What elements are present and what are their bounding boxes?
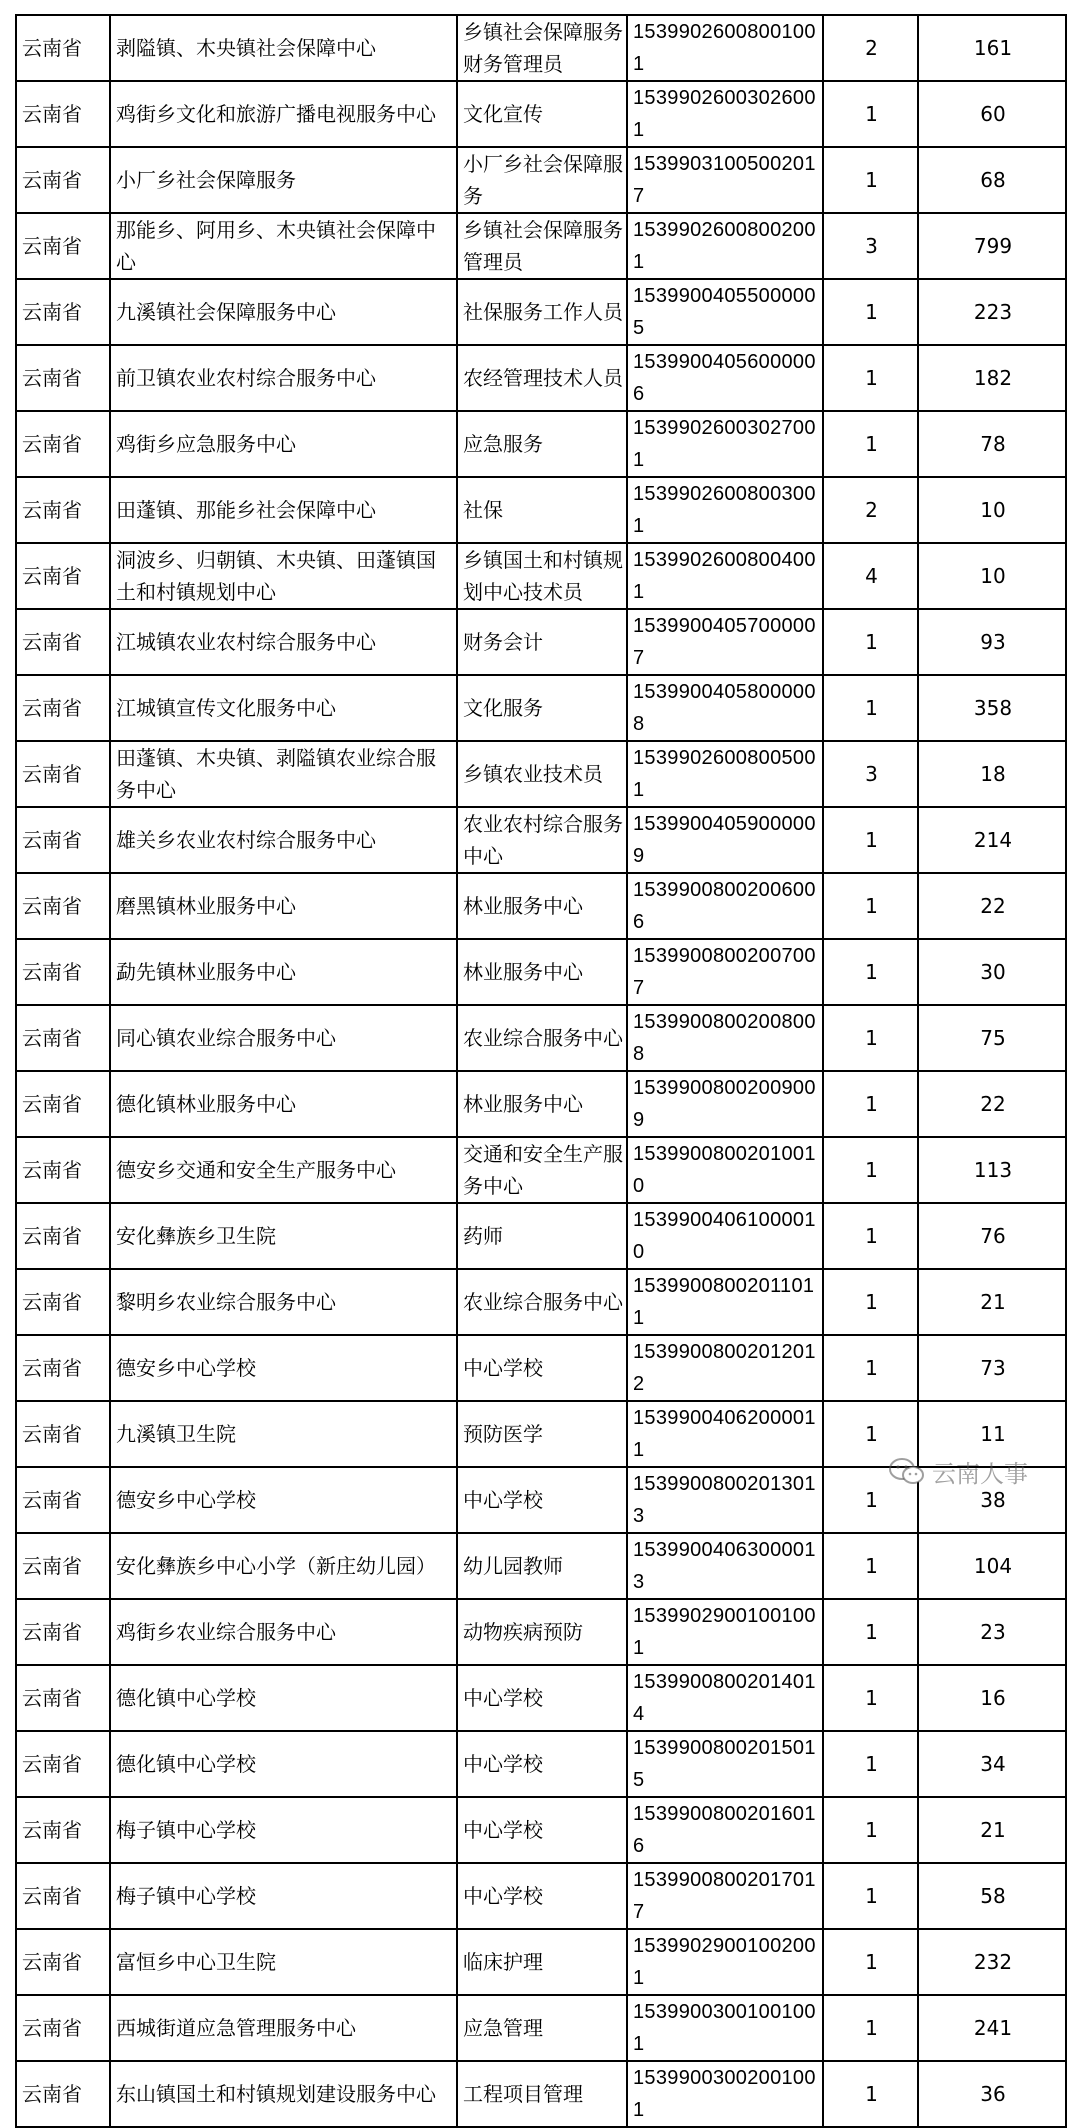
cell-unit: 德安乡交通和安全生产服务中心 bbox=[110, 1137, 457, 1203]
cell-quota: 1 bbox=[823, 1797, 918, 1863]
cell-quota: 1 bbox=[823, 1269, 918, 1335]
cell-position: 农业综合服务中心 bbox=[457, 1269, 627, 1335]
cell-applicants: 10 bbox=[918, 477, 1066, 543]
table-row bbox=[16, 279, 1066, 345]
cell-applicants: 232 bbox=[918, 1929, 1066, 1995]
table-row bbox=[16, 1269, 1066, 1335]
table-row bbox=[16, 1071, 1066, 1137]
cell-province: 云南省 bbox=[16, 675, 110, 741]
cell-quota: 1 bbox=[823, 1335, 918, 1401]
cell-quota: 1 bbox=[823, 1467, 918, 1533]
cell-applicants: 104 bbox=[918, 1533, 1066, 1599]
cell-position: 交通和安全生产服务中心 bbox=[457, 1137, 627, 1203]
cell-position: 林业服务中心 bbox=[457, 939, 627, 1005]
cell-province: 云南省 bbox=[16, 411, 110, 477]
cell-applicants: 58 bbox=[918, 1863, 1066, 1929]
cell-province: 云南省 bbox=[16, 1533, 110, 1599]
table-row bbox=[16, 1929, 1066, 1995]
table-row bbox=[16, 81, 1066, 147]
table-row bbox=[16, 675, 1066, 741]
cell-unit: 那能乡、阿用乡、木央镇社会保障中心 bbox=[110, 213, 457, 279]
cell-unit: 前卫镇农业农村综合服务中心 bbox=[110, 345, 457, 411]
cell-unit: 西城街道应急管理服务中心 bbox=[110, 1995, 457, 2061]
cell-province: 云南省 bbox=[16, 1665, 110, 1731]
cell-position: 幼儿园教师 bbox=[457, 1533, 627, 1599]
cell-quota: 1 bbox=[823, 1665, 918, 1731]
cell-province: 云南省 bbox=[16, 1599, 110, 1665]
cell-province: 云南省 bbox=[16, 477, 110, 543]
cell-position: 中心学校 bbox=[457, 1731, 627, 1797]
cell-province: 云南省 bbox=[16, 1269, 110, 1335]
cell-position-code: 15399004056000006 bbox=[627, 345, 823, 411]
recruitment-table bbox=[15, 14, 1067, 2128]
cell-quota: 1 bbox=[823, 1005, 918, 1071]
cell-applicants: 182 bbox=[918, 345, 1066, 411]
cell-quota: 1 bbox=[823, 1929, 918, 1995]
cell-province: 云南省 bbox=[16, 807, 110, 873]
cell-unit: 德安乡中心学校 bbox=[110, 1467, 457, 1533]
cell-applicants: 76 bbox=[918, 1203, 1066, 1269]
cell-quota: 1 bbox=[823, 609, 918, 675]
cell-position: 农经管理技术人员 bbox=[457, 345, 627, 411]
cell-unit: 同心镇农业综合服务中心 bbox=[110, 1005, 457, 1071]
cell-province: 云南省 bbox=[16, 1071, 110, 1137]
cell-applicants: 358 bbox=[918, 675, 1066, 741]
cell-quota: 1 bbox=[823, 939, 918, 1005]
cell-applicants: 21 bbox=[918, 1797, 1066, 1863]
cell-position: 中心学校 bbox=[457, 1797, 627, 1863]
cell-applicants: 36 bbox=[918, 2061, 1066, 2127]
cell-applicants: 38 bbox=[918, 1467, 1066, 1533]
cell-applicants: 30 bbox=[918, 939, 1066, 1005]
cell-position-code: 15399026008003001 bbox=[627, 477, 823, 543]
table-row bbox=[16, 741, 1066, 807]
cell-position-code: 15399003001001001 bbox=[627, 1995, 823, 2061]
cell-unit: 雄关乡农业农村综合服务中心 bbox=[110, 807, 457, 873]
cell-province: 云南省 bbox=[16, 1995, 110, 2061]
cell-position-code: 15399008002016016 bbox=[627, 1797, 823, 1863]
cell-quota: 1 bbox=[823, 1599, 918, 1665]
cell-province: 云南省 bbox=[16, 147, 110, 213]
cell-province: 云南省 bbox=[16, 279, 110, 345]
table-row bbox=[16, 1731, 1066, 1797]
cell-province: 云南省 bbox=[16, 1863, 110, 1929]
cell-quota: 1 bbox=[823, 81, 918, 147]
cell-position: 农业农村综合服务中心 bbox=[457, 807, 627, 873]
table-row bbox=[16, 1599, 1066, 1665]
cell-quota: 3 bbox=[823, 213, 918, 279]
cell-province: 云南省 bbox=[16, 1467, 110, 1533]
cell-province: 云南省 bbox=[16, 873, 110, 939]
cell-applicants: 16 bbox=[918, 1665, 1066, 1731]
cell-province: 云南省 bbox=[16, 1797, 110, 1863]
cell-unit: 富恒乡中心卫生院 bbox=[110, 1929, 457, 1995]
cell-position-code: 15399029001002001 bbox=[627, 1929, 823, 1995]
table-body bbox=[16, 15, 1066, 2127]
cell-applicants: 241 bbox=[918, 1995, 1066, 2061]
table-row bbox=[16, 1203, 1066, 1269]
cell-position: 临床护理 bbox=[457, 1929, 627, 1995]
cell-province: 云南省 bbox=[16, 741, 110, 807]
cell-quota: 1 bbox=[823, 1203, 918, 1269]
cell-unit: 鸡街乡农业综合服务中心 bbox=[110, 1599, 457, 1665]
table-row bbox=[16, 807, 1066, 873]
cell-quota: 1 bbox=[823, 1533, 918, 1599]
cell-applicants: 113 bbox=[918, 1137, 1066, 1203]
cell-position-code: 15399008002012012 bbox=[627, 1335, 823, 1401]
cell-applicants: 78 bbox=[918, 411, 1066, 477]
cell-position-code: 15399026008005001 bbox=[627, 741, 823, 807]
cell-applicants: 34 bbox=[918, 1731, 1066, 1797]
cell-position-code: 15399008002008008 bbox=[627, 1005, 823, 1071]
cell-position: 文化宣传 bbox=[457, 81, 627, 147]
table-row bbox=[16, 15, 1066, 81]
table-row bbox=[16, 411, 1066, 477]
cell-position: 林业服务中心 bbox=[457, 1071, 627, 1137]
cell-province: 云南省 bbox=[16, 1731, 110, 1797]
cell-position: 中心学校 bbox=[457, 1863, 627, 1929]
cell-applicants: 223 bbox=[918, 279, 1066, 345]
cell-position-code: 15399026008004001 bbox=[627, 543, 823, 609]
cell-applicants: 23 bbox=[918, 1599, 1066, 1665]
table-row bbox=[16, 1137, 1066, 1203]
cell-applicants: 22 bbox=[918, 873, 1066, 939]
watermark-text: 云南人事 bbox=[932, 1460, 1028, 1488]
cell-applicants: 11 bbox=[918, 1401, 1066, 1467]
cell-position-code: 15399026003026001 bbox=[627, 81, 823, 147]
cell-applicants: 22 bbox=[918, 1071, 1066, 1137]
cell-quota: 1 bbox=[823, 279, 918, 345]
cell-quota: 1 bbox=[823, 1071, 918, 1137]
cell-position: 动物疾病预防 bbox=[457, 1599, 627, 1665]
cell-quota: 1 bbox=[823, 2061, 918, 2127]
cell-province: 云南省 bbox=[16, 939, 110, 1005]
cell-position: 财务会计 bbox=[457, 609, 627, 675]
cell-position-code: 15399026003027001 bbox=[627, 411, 823, 477]
cell-unit: 鸡街乡应急服务中心 bbox=[110, 411, 457, 477]
cell-unit: 小厂乡社会保障服务 bbox=[110, 147, 457, 213]
cell-unit: 德安乡中心学校 bbox=[110, 1335, 457, 1401]
cell-position: 中心学校 bbox=[457, 1335, 627, 1401]
cell-quota: 1 bbox=[823, 1401, 918, 1467]
cell-position-code: 15399008002010010 bbox=[627, 1137, 823, 1203]
table-row bbox=[16, 1665, 1066, 1731]
cell-unit: 黎明乡农业综合服务中心 bbox=[110, 1269, 457, 1335]
cell-unit: 磨黑镇林业服务中心 bbox=[110, 873, 457, 939]
cell-applicants: 60 bbox=[918, 81, 1066, 147]
cell-quota: 1 bbox=[823, 873, 918, 939]
cell-unit: 东山镇国土和村镇规划建设服务中心 bbox=[110, 2061, 457, 2127]
cell-province: 云南省 bbox=[16, 609, 110, 675]
cell-position-code: 15399008002015015 bbox=[627, 1731, 823, 1797]
cell-position-code: 15399003002001001 bbox=[627, 2061, 823, 2127]
cell-province: 云南省 bbox=[16, 1005, 110, 1071]
cell-unit: 勐先镇林业服务中心 bbox=[110, 939, 457, 1005]
cell-position: 中心学校 bbox=[457, 1467, 627, 1533]
cell-position-code: 15399026008002001 bbox=[627, 213, 823, 279]
table-row bbox=[16, 1401, 1066, 1467]
cell-province: 云南省 bbox=[16, 1401, 110, 1467]
cell-position: 应急管理 bbox=[457, 1995, 627, 2061]
table-row bbox=[16, 147, 1066, 213]
cell-position-code: 15399004055000005 bbox=[627, 279, 823, 345]
cell-position: 文化服务 bbox=[457, 675, 627, 741]
cell-quota: 1 bbox=[823, 1731, 918, 1797]
table-row bbox=[16, 609, 1066, 675]
cell-quota: 1 bbox=[823, 345, 918, 411]
cell-province: 云南省 bbox=[16, 345, 110, 411]
cell-position: 社保服务工作人员 bbox=[457, 279, 627, 345]
cell-position: 工程项目管理 bbox=[457, 2061, 627, 2127]
cell-unit: 剥隘镇、木央镇社会保障中心 bbox=[110, 15, 457, 81]
table-row bbox=[16, 1863, 1066, 1929]
cell-province: 云南省 bbox=[16, 1335, 110, 1401]
cell-position: 乡镇社会保障服务财务管理员 bbox=[457, 15, 627, 81]
cell-position: 乡镇社会保障服务管理员 bbox=[457, 213, 627, 279]
cell-position: 农业综合服务中心 bbox=[457, 1005, 627, 1071]
cell-unit: 安化彝族乡中心小学（新庄幼儿园） bbox=[110, 1533, 457, 1599]
cell-position: 乡镇农业技术员 bbox=[457, 741, 627, 807]
cell-position: 小厂乡社会保障服务 bbox=[457, 147, 627, 213]
cell-position-code: 15399008002007007 bbox=[627, 939, 823, 1005]
cell-province: 云南省 bbox=[16, 1203, 110, 1269]
cell-province: 云南省 bbox=[16, 1137, 110, 1203]
cell-unit: 德化镇中心学校 bbox=[110, 1731, 457, 1797]
cell-quota: 4 bbox=[823, 543, 918, 609]
cell-applicants: 73 bbox=[918, 1335, 1066, 1401]
cell-unit: 九溪镇卫生院 bbox=[110, 1401, 457, 1467]
cell-quota: 1 bbox=[823, 675, 918, 741]
cell-position-code: 15399008002009009 bbox=[627, 1071, 823, 1137]
cell-applicants: 214 bbox=[918, 807, 1066, 873]
cell-applicants: 161 bbox=[918, 15, 1066, 81]
cell-unit: 鸡街乡文化和旅游广播电视服务中心 bbox=[110, 81, 457, 147]
table-row bbox=[16, 1533, 1066, 1599]
table-row bbox=[16, 939, 1066, 1005]
cell-quota: 1 bbox=[823, 147, 918, 213]
cell-position-code: 15399008002017017 bbox=[627, 1863, 823, 1929]
cell-position-code: 15399004059000009 bbox=[627, 807, 823, 873]
table-row bbox=[16, 213, 1066, 279]
cell-position-code: 15399004063000013 bbox=[627, 1533, 823, 1599]
cell-position-code: 15399004057000007 bbox=[627, 609, 823, 675]
cell-quota: 1 bbox=[823, 1137, 918, 1203]
cell-province: 云南省 bbox=[16, 1929, 110, 1995]
cell-position-code: 15399004061000010 bbox=[627, 1203, 823, 1269]
cell-applicants: 68 bbox=[918, 147, 1066, 213]
cell-applicants: 10 bbox=[918, 543, 1066, 609]
table-row bbox=[16, 1005, 1066, 1071]
cell-position-code: 15399008002006006 bbox=[627, 873, 823, 939]
cell-province: 云南省 bbox=[16, 15, 110, 81]
cell-position-code: 15399004058000008 bbox=[627, 675, 823, 741]
cell-unit: 梅子镇中心学校 bbox=[110, 1797, 457, 1863]
table-row bbox=[16, 1995, 1066, 2061]
cell-unit: 江城镇宣传文化服务中心 bbox=[110, 675, 457, 741]
cell-position: 乡镇国土和村镇规划中心技术员 bbox=[457, 543, 627, 609]
cell-unit: 江城镇农业农村综合服务中心 bbox=[110, 609, 457, 675]
cell-province: 云南省 bbox=[16, 543, 110, 609]
table-row bbox=[16, 543, 1066, 609]
cell-unit: 安化彝族乡卫生院 bbox=[110, 1203, 457, 1269]
table-row bbox=[16, 1467, 1066, 1533]
cell-position-code: 15399008002014014 bbox=[627, 1665, 823, 1731]
cell-position: 中心学校 bbox=[457, 1665, 627, 1731]
cell-quota: 1 bbox=[823, 807, 918, 873]
cell-quota: 3 bbox=[823, 741, 918, 807]
cell-quota: 1 bbox=[823, 411, 918, 477]
cell-applicants: 75 bbox=[918, 1005, 1066, 1071]
cell-unit: 田蓬镇、那能乡社会保障中心 bbox=[110, 477, 457, 543]
cell-quota: 1 bbox=[823, 1863, 918, 1929]
cell-province: 云南省 bbox=[16, 81, 110, 147]
table-row bbox=[16, 1335, 1066, 1401]
cell-applicants: 799 bbox=[918, 213, 1066, 279]
cell-quota: 2 bbox=[823, 477, 918, 543]
cell-applicants: 21 bbox=[918, 1269, 1066, 1335]
table-row bbox=[16, 2061, 1066, 2127]
table-row bbox=[16, 873, 1066, 939]
cell-position-code: 15399026008001001 bbox=[627, 15, 823, 81]
cell-quota: 2 bbox=[823, 15, 918, 81]
cell-unit: 九溪镇社会保障服务中心 bbox=[110, 279, 457, 345]
cell-province: 云南省 bbox=[16, 213, 110, 279]
cell-position-code: 15399031005002017 bbox=[627, 147, 823, 213]
table-row bbox=[16, 345, 1066, 411]
cell-position: 药师 bbox=[457, 1203, 627, 1269]
table-row bbox=[16, 1797, 1066, 1863]
cell-position: 社保 bbox=[457, 477, 627, 543]
cell-applicants: 93 bbox=[918, 609, 1066, 675]
cell-unit: 田蓬镇、木央镇、剥隘镇农业综合服务中心 bbox=[110, 741, 457, 807]
cell-province: 云南省 bbox=[16, 2061, 110, 2127]
cell-position: 林业服务中心 bbox=[457, 873, 627, 939]
table-row bbox=[16, 477, 1066, 543]
cell-position-code: 15399008002011011 bbox=[627, 1269, 823, 1335]
cell-unit: 洞波乡、归朝镇、木央镇、田蓬镇国土和村镇规划中心 bbox=[110, 543, 457, 609]
cell-applicants: 18 bbox=[918, 741, 1066, 807]
cell-unit: 德化镇林业服务中心 bbox=[110, 1071, 457, 1137]
cell-position: 应急服务 bbox=[457, 411, 627, 477]
cell-position-code: 15399008002013013 bbox=[627, 1467, 823, 1533]
cell-unit: 德化镇中心学校 bbox=[110, 1665, 457, 1731]
cell-position-code: 15399029001001001 bbox=[627, 1599, 823, 1665]
cell-position-code: 15399004062000011 bbox=[627, 1401, 823, 1467]
cell-position: 预防医学 bbox=[457, 1401, 627, 1467]
cell-unit: 梅子镇中心学校 bbox=[110, 1863, 457, 1929]
cell-quota: 1 bbox=[823, 1995, 918, 2061]
